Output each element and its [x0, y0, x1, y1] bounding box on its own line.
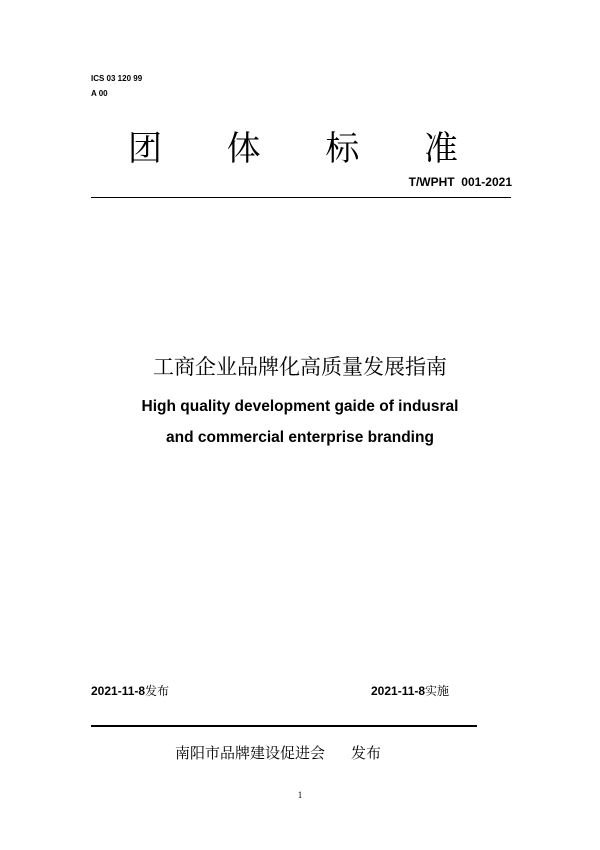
standard-type-char-3: 标 [325, 128, 360, 169]
implementation-date-block [371, 683, 449, 699]
issue-date-block [91, 683, 169, 699]
footer-divider [91, 725, 477, 727]
title-chinese: 工商企业品牌化高质量发展指南 [153, 355, 447, 379]
implementation-label: 实施 [425, 684, 450, 698]
title-english-line-1: High quality development gaide of indusral [141, 398, 459, 415]
title-english-line-2: and commercial enterprise branding [166, 429, 434, 446]
standard-type-char-1: 团 [128, 128, 162, 169]
page-number: 1 [297, 790, 303, 800]
ics-code: ICS 03 120 99 [91, 74, 143, 83]
ccs-code: A 00 [91, 89, 108, 98]
publisher-name: 南阳市品牌建设促进会 [175, 744, 326, 762]
publisher-action: 发布 [351, 744, 382, 762]
issue-label: 发布 [145, 684, 170, 698]
publisher-line [175, 742, 381, 764]
header-divider [91, 197, 511, 198]
standard-type-heading [91, 122, 461, 168]
standard-number: T/WPHT 001-2021 [408, 175, 512, 189]
standard-type-char-2: 体 [226, 128, 261, 169]
implementation-date: 2021-11-8 [371, 684, 426, 698]
standard-type-char-4: 准 [423, 128, 458, 169]
issue-date: 2021-11-8 [91, 684, 146, 698]
